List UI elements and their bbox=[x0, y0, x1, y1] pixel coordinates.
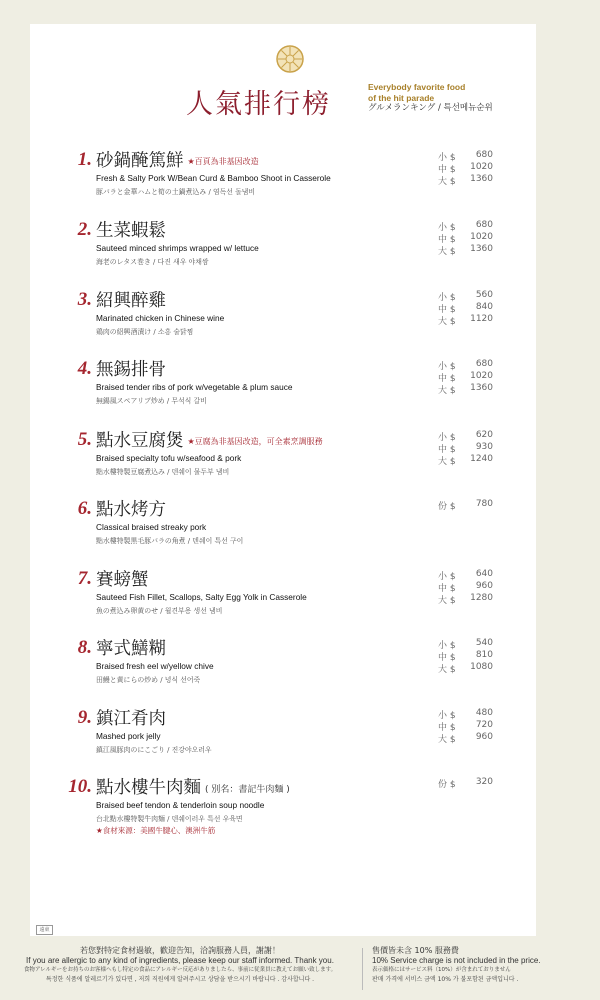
price-row bbox=[438, 499, 498, 511]
price-row bbox=[438, 232, 498, 244]
footer-divider bbox=[362, 948, 363, 990]
price-value: 1020 bbox=[470, 232, 493, 242]
price-row bbox=[438, 244, 498, 256]
subtitle-line: of the hit parade bbox=[368, 92, 435, 103]
item-number: 1. bbox=[77, 149, 92, 170]
item-name-text: 紹興醉雞 bbox=[96, 291, 166, 311]
item-english-name: Classical braised streaky pork bbox=[96, 522, 207, 532]
item-name-text: 寧式鱔糊 bbox=[96, 639, 166, 659]
item-name bbox=[96, 287, 166, 312]
allergy-notice bbox=[0, 946, 360, 984]
price-value: 960 bbox=[475, 581, 493, 591]
price-row bbox=[438, 383, 498, 395]
allergy-notice-zh: 若您對特定食材過敏，歡迎告知，洽詢服務人員，謝謝！ bbox=[80, 946, 280, 955]
price-size-label: 中 $ bbox=[438, 445, 456, 455]
page-subtitle bbox=[368, 82, 493, 114]
item-number: 9. bbox=[77, 707, 92, 728]
item-name-text: 鎮江肴肉 bbox=[96, 709, 166, 729]
price-size-label: 小 $ bbox=[438, 711, 456, 721]
price-value: 1280 bbox=[470, 593, 493, 603]
item-japanese-korean-name: 台北點水樓特製牛肉麺 / 덴쉐이러우 특선 우육면 bbox=[96, 815, 243, 823]
service-charge-zh: 售價皆未含 10% 服務費 bbox=[372, 946, 459, 955]
item-prices bbox=[438, 220, 498, 256]
item-note: ★豆腐為非基因改造，可全素烹調服務 bbox=[187, 437, 323, 446]
price-value: 960 bbox=[475, 732, 493, 742]
price-row bbox=[438, 162, 498, 174]
price-size-label: 份 $ bbox=[438, 780, 456, 790]
price-value: 640 bbox=[475, 569, 493, 579]
price-size-label: 大 $ bbox=[438, 665, 456, 675]
price-value: 810 bbox=[475, 650, 493, 660]
price-size-label: 中 $ bbox=[438, 374, 456, 384]
item-number: 5. bbox=[77, 429, 92, 450]
menu-item bbox=[0, 777, 600, 843]
service-charge-kr: 판매 가격에 서비스 금액 10% 가 불포함된 금액입니다 . bbox=[372, 976, 519, 983]
price-row bbox=[438, 220, 498, 232]
item-english-name: Braised fresh eel w/yellow chive bbox=[96, 661, 214, 671]
item-english-name: Mashed pork jelly bbox=[96, 731, 161, 741]
price-size-label: 中 $ bbox=[438, 305, 456, 315]
item-ingredient-source: ★食材來源：美國牛腱心、澳洲牛筋 bbox=[96, 826, 216, 835]
item-english-name: Sauteed minced shrimps wrapped w/ lettuce bbox=[96, 243, 259, 253]
item-name bbox=[96, 705, 166, 730]
item-english-name: Braised specialty tofu w/seafood & pork bbox=[96, 453, 242, 463]
price-size-label: 份 $ bbox=[438, 502, 456, 512]
allergy-notice-en: If you are allergic to any kind of ingredients, please keep our staff informed. Thank you. bbox=[26, 956, 334, 965]
price-row bbox=[438, 302, 498, 314]
menu-item bbox=[0, 499, 600, 565]
item-japanese-korean-name: 鶏肉の紹興酒漬け / 소흥 술닭찜 bbox=[96, 328, 194, 336]
item-name bbox=[96, 496, 166, 521]
price-size-label: 小 $ bbox=[438, 362, 456, 372]
price-size-label: 小 $ bbox=[438, 293, 456, 303]
page-title: 人氣排行榜 bbox=[186, 89, 331, 120]
item-prices bbox=[438, 499, 498, 511]
price-value: 320 bbox=[475, 777, 493, 787]
menu-item bbox=[0, 150, 600, 216]
service-charge-en: 10% Service charge is not included in the price. bbox=[372, 956, 541, 965]
price-size-label: 大 $ bbox=[438, 247, 456, 257]
service-charge-jp: 表示価格にはサービス料（10%）が含まれておりません bbox=[372, 967, 511, 973]
price-value: 560 bbox=[475, 290, 493, 300]
item-name bbox=[96, 635, 166, 660]
price-row bbox=[438, 662, 498, 674]
item-name-text: 點水豆腐煲 bbox=[96, 431, 184, 451]
item-name bbox=[96, 147, 259, 172]
allergy-notice-kr: 특정한 식품에 알레르기가 있다면 , 저희 직원에게 알려주시고 상담을 받으시기 바랍니다 . 감사합니다 . bbox=[45, 976, 315, 983]
item-english-name: Marinated chicken in Chinese wine bbox=[96, 313, 225, 323]
item-prices bbox=[438, 708, 498, 744]
price-value: 540 bbox=[475, 638, 493, 648]
menu-item bbox=[0, 430, 600, 496]
price-row bbox=[438, 720, 498, 732]
price-size-label: 中 $ bbox=[438, 653, 456, 663]
price-size-label: 中 $ bbox=[438, 723, 456, 733]
price-size-label: 中 $ bbox=[438, 584, 456, 594]
item-japanese-korean-name: 無錫風スペアリブ炒め / 무석식 갈비 bbox=[96, 397, 207, 405]
allergy-notice-jp: 食物アレルギーをお持ちのお客様へもし特定の食品にアレルギー反応がありましたら、事前に従業員に教えてお願い致します。 bbox=[23, 967, 337, 973]
lotus-emblem-icon bbox=[275, 44, 305, 74]
small-mark: 遠東 bbox=[36, 925, 53, 935]
item-japanese-korean-name: 海老のレタス巻き / 다진 새우 야채쌈 bbox=[96, 258, 209, 266]
menu-item bbox=[0, 638, 600, 704]
price-value: 1360 bbox=[470, 244, 493, 254]
price-row bbox=[438, 708, 498, 720]
item-prices bbox=[438, 150, 498, 186]
price-value: 1360 bbox=[470, 383, 493, 393]
price-row bbox=[438, 430, 498, 442]
item-japanese-korean-name: 點水樓特製黒毛豚バラの角煮 / 덴쉐이 특선 구이 bbox=[96, 537, 244, 545]
item-name bbox=[96, 356, 166, 381]
price-row bbox=[438, 581, 498, 593]
price-size-label: 大 $ bbox=[438, 457, 456, 467]
price-value: 1020 bbox=[470, 162, 493, 172]
item-alias: ( 別名：書記牛肉麵 ) bbox=[205, 785, 290, 795]
item-name-text: 生菜蝦鬆 bbox=[96, 221, 166, 241]
price-value: 720 bbox=[475, 720, 493, 730]
price-size-label: 大 $ bbox=[438, 735, 456, 745]
price-value: 680 bbox=[475, 150, 493, 160]
price-value: 480 bbox=[475, 708, 493, 718]
price-size-label: 大 $ bbox=[438, 386, 456, 396]
item-name bbox=[96, 217, 166, 242]
item-name bbox=[96, 774, 290, 799]
price-value: 1080 bbox=[470, 662, 493, 672]
price-row bbox=[438, 777, 498, 789]
item-prices bbox=[438, 777, 498, 789]
price-row bbox=[438, 442, 498, 454]
item-prices bbox=[438, 290, 498, 326]
price-size-label: 小 $ bbox=[438, 572, 456, 582]
item-number: 2. bbox=[77, 219, 92, 240]
price-size-label: 大 $ bbox=[438, 317, 456, 327]
price-row bbox=[438, 650, 498, 662]
price-value: 780 bbox=[475, 499, 493, 509]
item-number: 6. bbox=[77, 498, 92, 519]
price-row bbox=[438, 359, 498, 371]
price-size-label: 大 $ bbox=[438, 596, 456, 606]
price-value: 620 bbox=[475, 430, 493, 440]
footer bbox=[0, 940, 600, 996]
price-size-label: 大 $ bbox=[438, 177, 456, 187]
price-row bbox=[438, 314, 498, 326]
item-japanese-korean-name: 豚バラと金華ハムと筍の土鍋煮込み / 염독선 돌냄비 bbox=[96, 188, 256, 196]
price-value: 840 bbox=[475, 302, 493, 312]
price-row bbox=[438, 371, 498, 383]
item-prices bbox=[438, 638, 498, 674]
price-size-label: 小 $ bbox=[438, 641, 456, 651]
item-japanese-korean-name: 點水樓特製豆腐煮込み / 덴쉐이 물두부 냄비 bbox=[96, 468, 230, 476]
item-name-text: 砂鍋醃篤鮮 bbox=[96, 151, 184, 171]
item-name bbox=[96, 566, 149, 591]
item-number: 8. bbox=[77, 637, 92, 658]
item-name-text: 賽螃蟹 bbox=[96, 570, 149, 590]
price-row bbox=[438, 638, 498, 650]
price-value: 680 bbox=[475, 359, 493, 369]
price-value: 1240 bbox=[470, 454, 493, 464]
item-english-name: Fresh & Salty Pork W/Bean Curd & Bamboo Shoot in Casserole bbox=[96, 173, 331, 183]
item-english-name: Sauteed Fish Fillet, Scallops, Salty Egg Yolk in Casserole bbox=[96, 592, 307, 602]
item-english-name: Braised tender ribs of pork w/vegetable & plum sauce bbox=[96, 382, 293, 392]
price-value: 1020 bbox=[470, 371, 493, 381]
price-row bbox=[438, 732, 498, 744]
item-name-text: 無錫排骨 bbox=[96, 360, 166, 380]
item-english-name: Braised beef tendon & tenderloin soup noodle bbox=[96, 800, 265, 810]
item-number: 7. bbox=[77, 568, 92, 589]
price-row bbox=[438, 593, 498, 605]
price-value: 1120 bbox=[470, 314, 493, 324]
item-prices bbox=[438, 430, 498, 466]
subtitle-line: グルメランキング / 특선메뉴순위 bbox=[368, 103, 493, 113]
price-row bbox=[438, 569, 498, 581]
price-size-label: 小 $ bbox=[438, 223, 456, 233]
price-size-label: 中 $ bbox=[438, 165, 456, 175]
price-value: 1360 bbox=[470, 174, 493, 184]
item-prices bbox=[438, 359, 498, 395]
item-number: 3. bbox=[77, 289, 92, 310]
price-size-label: 中 $ bbox=[438, 235, 456, 245]
subtitle-line: Everybody favorite food bbox=[368, 82, 466, 92]
item-japanese-korean-name: 魚の煮込み卵黄のせ / 월견부용 생선 냄비 bbox=[96, 607, 223, 615]
menu-item bbox=[0, 290, 600, 356]
price-value: 680 bbox=[475, 220, 493, 230]
item-name-text: 點水烤方 bbox=[96, 500, 166, 520]
menu-item bbox=[0, 359, 600, 425]
item-number: 10. bbox=[68, 776, 92, 797]
price-row bbox=[438, 290, 498, 302]
price-row bbox=[438, 150, 498, 162]
item-note: ★百頁為非基因改造 bbox=[187, 157, 259, 166]
item-number: 4. bbox=[77, 358, 92, 379]
service-charge-notice bbox=[372, 946, 597, 984]
item-prices bbox=[438, 569, 498, 605]
item-name-text: 點水樓牛肉麵 bbox=[96, 778, 201, 798]
menu-item bbox=[0, 569, 600, 635]
item-name bbox=[96, 427, 323, 452]
menu-item bbox=[0, 708, 600, 774]
price-row bbox=[438, 454, 498, 466]
price-size-label: 小 $ bbox=[438, 433, 456, 443]
price-size-label: 小 $ bbox=[438, 153, 456, 163]
menu-item bbox=[0, 220, 600, 286]
price-value: 930 bbox=[475, 442, 493, 452]
price-row bbox=[438, 174, 498, 186]
item-japanese-korean-name: 鎮江風豚肉のにこごり / 진강야오러우 bbox=[96, 746, 212, 754]
item-japanese-korean-name: 田鰻と黄にらの炒め / 녕식 선어죽 bbox=[96, 676, 201, 684]
